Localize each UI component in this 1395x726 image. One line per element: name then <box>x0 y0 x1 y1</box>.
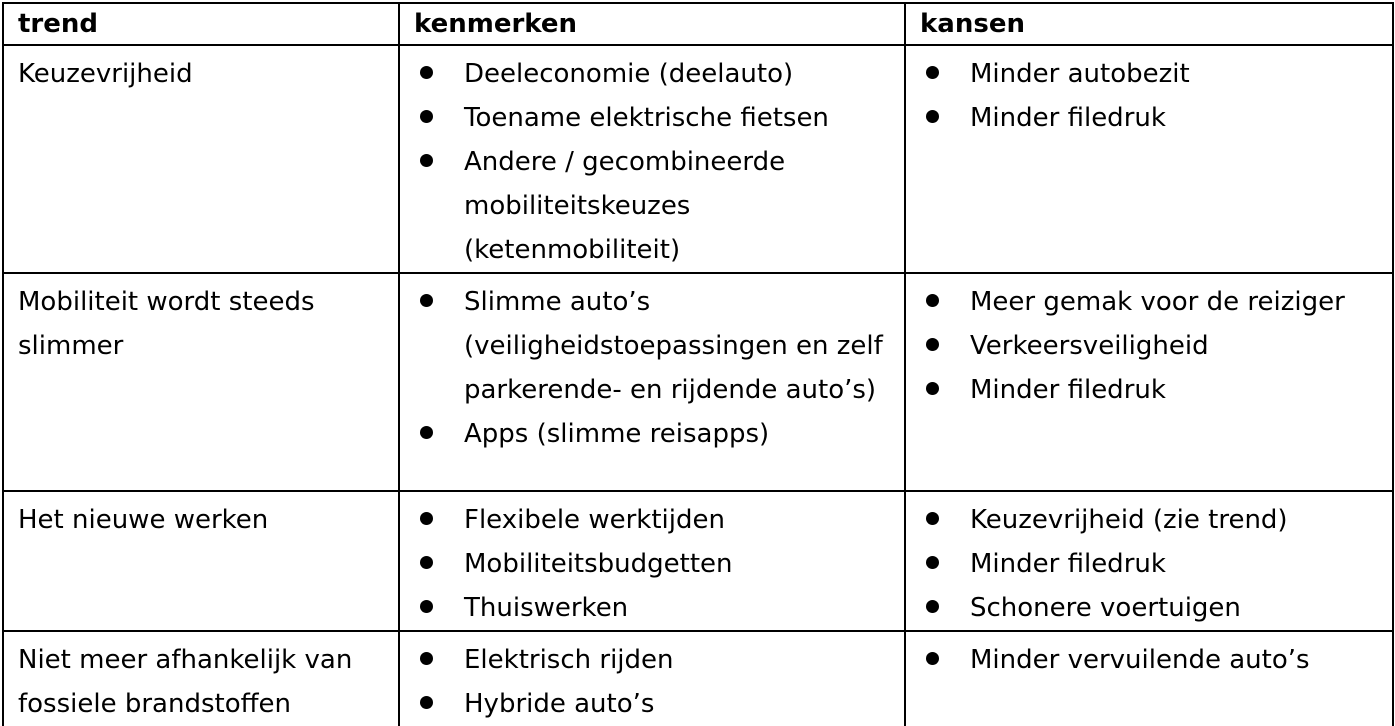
trend-cell: Het nieuwe werken <box>3 491 399 631</box>
bullet-icon <box>420 426 433 439</box>
bullet-icon <box>926 338 939 351</box>
bullet-icon <box>926 66 939 79</box>
bullet-icon <box>926 382 939 395</box>
bullet-icon <box>420 154 433 167</box>
list-item: Minder filedruk <box>920 542 1378 586</box>
bullet-icon <box>926 652 939 665</box>
bullet-icon <box>420 600 433 613</box>
header-trend: trend <box>3 3 399 45</box>
bullet-icon <box>420 66 433 79</box>
list-item: Mobiliteitsbudgetten <box>414 542 890 586</box>
table-row <box>3 45 1393 273</box>
list-item: Thuiswerken <box>414 586 890 630</box>
trend-cell: Mobiliteit wordt steeds slimmer <box>3 273 399 491</box>
kansen-cell <box>905 631 1393 726</box>
list-item: Schonere voertuigen <box>920 586 1378 630</box>
header-kenmerken: kenmerken <box>399 3 905 45</box>
trend-cell: Niet meer afhankelijk van fossiele brandstoffen <box>3 631 399 726</box>
bullet-icon <box>420 696 433 709</box>
kansen-cell <box>905 491 1393 631</box>
trend-cell: Keuzevrijheid <box>3 45 399 273</box>
kansen-cell <box>905 273 1393 491</box>
list-item: Keuzevrijheid (zie trend) <box>920 498 1378 542</box>
header-kansen: kansen <box>905 3 1393 45</box>
bullet-icon <box>926 556 939 569</box>
list-item: Meer gemak voor de reiziger <box>920 280 1378 324</box>
bullet-icon <box>926 600 939 613</box>
table-row <box>3 491 1393 631</box>
bullet-icon <box>926 110 939 123</box>
list-item: Deeleconomie (deelauto) <box>414 52 890 96</box>
kenmerken-cell <box>399 45 905 273</box>
kansen-cell <box>905 45 1393 273</box>
list-item: Flexibele werktijden <box>414 498 890 542</box>
bullet-icon <box>420 652 433 665</box>
list-item: Hybride auto’s <box>414 682 890 726</box>
kenmerken-cell <box>399 631 905 726</box>
kenmerken-cell <box>399 273 905 491</box>
list-item: Minder filedruk <box>920 368 1378 412</box>
bullet-icon <box>420 294 433 307</box>
table-row <box>3 273 1393 491</box>
list-item: Verkeersveiligheid <box>920 324 1378 368</box>
header-row <box>3 3 1393 45</box>
trends-table <box>2 2 1394 726</box>
list-item: Andere / gecombineerde mobiliteitskeuzes (ketenmobiliteit) <box>414 140 890 272</box>
list-item: Toename elektrische fietsen <box>414 96 890 140</box>
bullet-icon <box>420 512 433 525</box>
bullet-icon <box>420 110 433 123</box>
bullet-icon <box>926 294 939 307</box>
list-item: Apps (slimme reisapps) <box>414 412 890 456</box>
list-item: Elektrisch rijden <box>414 638 890 682</box>
list-item: Minder filedruk <box>920 96 1378 140</box>
list-item: Slimme auto’s (veiligheidstoepassingen en zelf parkerende- en rijdende auto’s) <box>414 280 890 412</box>
kenmerken-cell <box>399 491 905 631</box>
table-row <box>3 631 1393 726</box>
bullet-icon <box>926 512 939 525</box>
list-item: Minder autobezit <box>920 52 1378 96</box>
bullet-icon <box>420 556 433 569</box>
list-item: Minder vervuilende auto’s <box>920 638 1378 682</box>
